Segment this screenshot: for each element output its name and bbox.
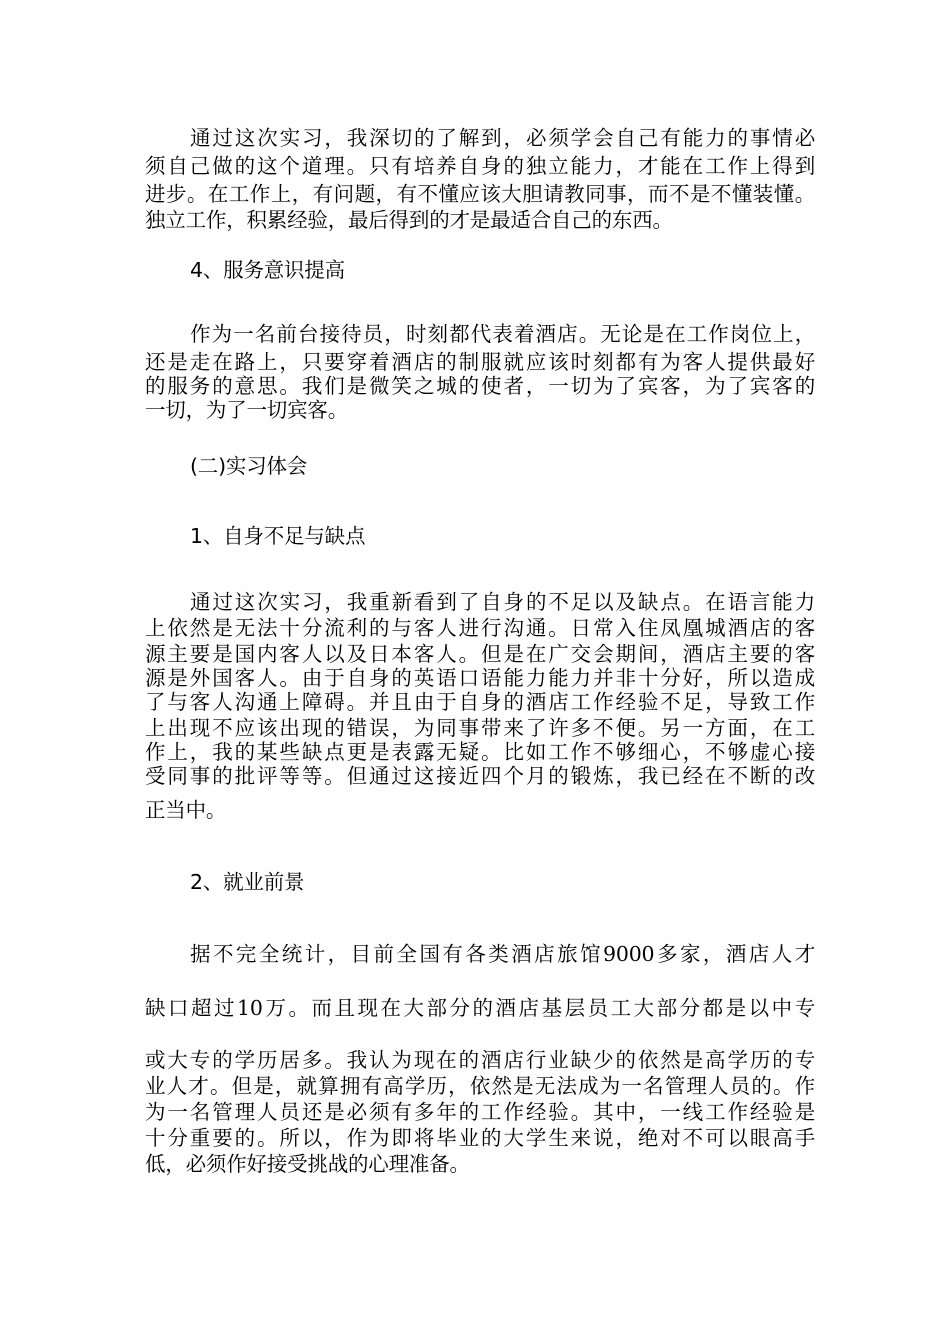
section-heading: 1、自身不足与缺点	[190, 524, 366, 548]
paragraph-line: 源主要是国内客人以及日本客人。但是在广交会期间，酒店主要的客	[145, 642, 815, 666]
paragraph-line: 的服务的意思。我们是微笑之城的使者，一切为了宾客，为了宾客的	[145, 374, 815, 398]
section-heading: (二)实习体会	[190, 454, 308, 478]
paragraph-line: 通过这次实习，我深切的了解到，必须学会自己有能力的事情必	[190, 126, 815, 150]
paragraph-line: 为一名管理人员还是必须有多年的工作经验。其中，一线工作经验是	[145, 1100, 815, 1124]
paragraph-line: 一切，为了一切宾客。	[145, 398, 348, 422]
paragraph-line: 或大专的学历居多。我认为现在的酒店行业缺少的依然是高学历的专	[145, 1048, 815, 1072]
paragraph-line: 源是外国客人。由于自身的英语口语能力能力并非十分好，所以造成	[145, 666, 815, 690]
paragraph-line: 十分重要的。所以，作为即将毕业的大学生来说，绝对不可以眼高手	[145, 1126, 815, 1150]
paragraph-line: 缺口超过10万。而且现在大部分的酒店基层员工大部分都是以中专	[145, 996, 815, 1020]
paragraph-line: 上依然是无法十分流利的与客人进行沟通。日常入住凤凰城酒店的客	[145, 616, 815, 640]
section-heading: 2、就业前景	[190, 870, 305, 894]
paragraph-line: 业人才。但是，就算拥有高学历，依然是无法成为一名管理人员的。作	[145, 1074, 815, 1098]
paragraph-line: 须自己做的这个道理。只有培养自身的独立能力，才能在工作上得到	[145, 154, 815, 178]
paragraph-line: 受同事的批评等等。但通过这接近四个月的锻炼，我已经在不断的改	[145, 764, 815, 788]
paragraph-line: 通过这次实习，我重新看到了自身的不足以及缺点。在语言能力	[190, 590, 815, 614]
paragraph-line: 进步。在工作上，有问题，有不懂应该大胆请教同事，而不是不懂装懂。	[145, 182, 815, 206]
paragraph-line: 作为一名前台接待员，时刻都代表着酒店。无论是在工作岗位上，	[190, 322, 815, 346]
paragraph-line: 正当中。	[145, 798, 227, 822]
paragraph-line: 独立工作，积累经验，最后得到的才是最适合自己的东西。	[145, 208, 673, 232]
section-heading: 4、服务意识提高	[190, 258, 345, 282]
paragraph-line: 低，必须作好接受挑战的心理准备。	[145, 1152, 470, 1176]
paragraph-line: 作上，我的某些缺点更是表露无疑。比如工作不够细心，不够虚心接	[145, 740, 815, 764]
paragraph-line: 了与客人沟通上障碍。并且由于自身的酒店工作经验不足，导致工作	[145, 690, 815, 714]
paragraph-line: 还是走在路上，只要穿着酒店的制服就应该时刻都有为客人提供最好	[145, 350, 815, 374]
paragraph-line: 上出现不应该出现的错误，为同事带来了许多不便。另一方面，在工	[145, 716, 815, 740]
paragraph-line: 据不完全统计，目前全国有各类酒店旅馆9000多家，酒店人才	[190, 942, 815, 966]
